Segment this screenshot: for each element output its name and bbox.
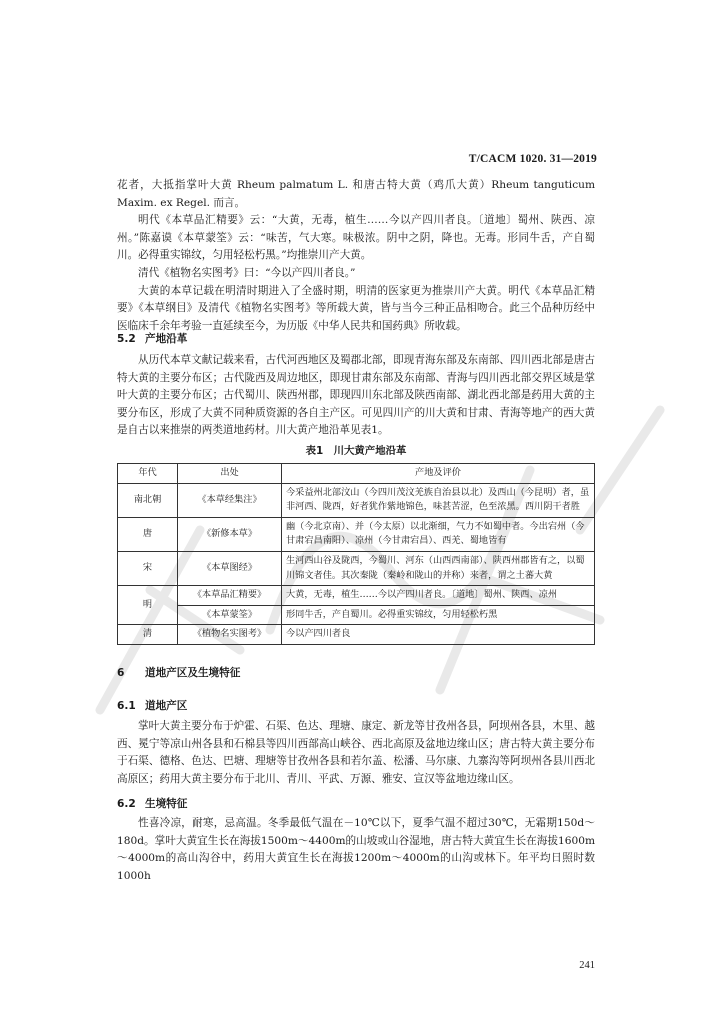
paragraph: 掌叶大黄主要分布于炉霍、石渠、色达、理塘、康定、新龙等甘孜州各县，阿坝州各县，木里、越西、冕宁等凉山州各县和石棉县等四川西部高山峡谷、西北高原及盆地边缘山区；唐古特大黄主要分布于石渠、德格、色达、巴塘、理塘等甘孜州各县和若尔盖、松潘、马尔康、九寨沟等阿坝州各县川西北高原区；药用大黄主要分布于北川、青川、平武、万源、雅安、宣汉等盆地边缘山区。 [117,720,595,785]
section-heading-6-1 [117,698,187,713]
origin-history-table [117,463,595,645]
section-6-1-text [117,718,595,788]
cell-source: 《本草品汇精要》 [178,586,282,606]
section-number: 6.2 [117,798,136,810]
table-row [118,625,595,645]
cell-source: 《本草蒙筌》 [178,605,282,625]
section-heading-6-2 [117,796,187,811]
paragraph: 从历代本草文献记载来看，古代河西地区及蜀郡北部，即现青海东部及东南部、四川西北部是唐古特大黄的主要分布区；古代陇西及周边地区，即现甘肃东部及东南部、青海与四川西北部交界区域是掌叶大黄的主要分布区；古代蜀川、陕西州郡，即现四川东北部及陕西南部、湖北西北部是药用大黄的主要分布区，形成了大黄不同种质资源的各自主产区。可见四川产的川大黄和甘肃、青海等地产的西大黄是自古以来推崇的两类道地药材。川大黄产地沿革见表1。 [117,354,595,437]
cell-note: 生河西山谷及陇西，今蜀川、河东（山西西南部）、陕西州郡皆有之，以蜀川锦文者佳。其次秦陇（秦岭和陇山的并称）来者，谓之土蕃大黄 [282,551,595,585]
page-number: 241 [579,960,595,971]
cell-note: 形同牛舌，产自蜀川。必得重实锦纹，匀用轻松朽黑 [282,605,595,625]
section-title: 产地沿革 [145,333,188,345]
table-caption: 表1 川大黄产地沿革 [305,445,407,457]
section-number: 6.1 [117,700,136,712]
section-heading-5-2 [117,331,187,346]
paragraph: 明代《本草品汇精要》云：“大黄，无毒，植生……今以产四川者良。〔道地〕蜀州、陕西、凉州。”陈嘉谟《本草蒙筌》云：“味苦，气大寒。味极浓。阴中之阴，降也。无毒。形同牛舌，产自蜀川。必得重实锦纹，匀用轻松朽黑。”均推崇川产大黄。 [117,214,595,262]
standard-number: T/CACM 1020. 31—2019 [468,153,597,165]
paragraph: 花者，大抵指掌叶大黄 Rheum palmatum L. 和唐古特大黄（鸡爪大黄）Rheum tanguticum Maxim. ex Regel. 而言。 [117,179,595,209]
cell-era: 宋 [118,551,178,585]
section-title: 生境特征 [145,798,188,810]
cell-note: 今以产四川者良 [282,625,595,645]
table-row [118,605,595,625]
table-header-row [118,464,595,484]
cell-source: 《新修本草》 [178,517,282,551]
intro-text-block [117,177,595,335]
cell-era: 唐 [118,517,178,551]
paragraph: 大黄的本草记载在明清时期进入了全盛时期，明清的医家更为推崇川产大黄。明代《本草品汇精要》《本草纲目》及清代《植物名实图考》等所载大黄，皆与当今三种正品相吻合。此三个品种历经中医临床千余年考验一直延续至今，为历版《中华人民共和国药典》所收载。 [117,284,595,332]
section-number: 5.2 [117,333,136,345]
paragraph: 性喜冷凉，耐寒，忌高温。冬季最低气温在－10℃以下，夏季气温不超过30℃，无霜期150d～180d。掌叶大黄宜生长在海拔1500m～4400m的山坡或山谷湿地，唐古特大黄宜生长在海拔1600m～4000m的高山沟谷中，药用大黄宜生长在海拔1200m～4000m的山沟或林下。年平均日照时数1000h [117,817,595,882]
header-era: 年代 [118,464,178,484]
header-source: 出处 [178,464,282,484]
cell-source: 《植物名实图考》 [178,625,282,645]
section-6-2-text [117,815,595,885]
cell-note: 大黄，无毒，植生……今以产四川者良。〔道地〕蜀州、陕西、凉州 [282,586,595,606]
section-number: 6 [117,667,125,679]
table-row [118,586,595,606]
cell-note: 幽（今北京南）、并（今太原）以北渐细，气力不如蜀中者。今出宕州（今甘肃宕昌南阳）、凉州（今甘肃宕昌）、西羌、蜀地皆有 [282,517,595,551]
paragraph: 清代《植物名实图考》曰：“今以产四川者良。” [138,266,356,279]
table-row [118,517,595,551]
cell-note: 今采益州北部汶山（今四川茂汶羌族自治县以北）及西山（今昆明）者，虽非河西、陇西，好者犹作紫地锦色，味甚苦涩，色至浓黑。西川阴干者胜 [282,483,595,517]
cell-era: 明 [118,586,178,625]
section-heading-6 [117,665,240,680]
section-title: 道地产区及生境特征 [145,667,241,679]
cell-era: 南北朝 [118,483,178,517]
table-row [118,483,595,517]
section-title: 道地产区 [145,700,188,712]
header-note: 产地及评价 [282,464,595,484]
table-row [118,551,595,585]
cell-era: 清 [118,625,178,645]
section-5-2-text [117,352,595,440]
cell-source: 《本草图经》 [178,551,282,585]
cell-source: 《本草经集注》 [178,483,282,517]
